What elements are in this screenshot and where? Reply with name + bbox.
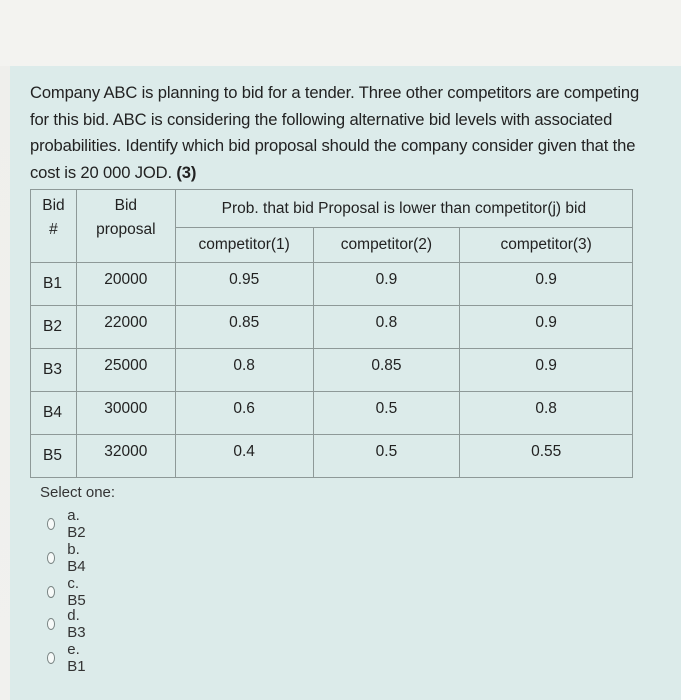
table-row [31, 435, 633, 478]
row-prob-competitor-3: 0.9 [460, 349, 633, 392]
header-competitor-3: competitor(3) [460, 228, 633, 263]
table-row [31, 306, 633, 349]
row-prob-competitor-1: 0.85 [175, 306, 313, 349]
answer-option-label[interactable]: b. B4 [67, 541, 86, 575]
answer-option-label[interactable]: e. B1 [67, 641, 86, 675]
row-prob-competitor-1: 0.8 [175, 349, 313, 392]
radio-button[interactable] [47, 552, 55, 564]
question-text: Company ABC is planning to bid for a tender. Three other competitors are competing for this bid. ABC is considering the following alternative bid levels with associated probabilities. Identify which bid proposal should the company consider given that the cost is 20 000 JOD. [30, 83, 640, 182]
header-probability-title: Prob. that bid Proposal is lower than competitor(j) bid [175, 190, 632, 228]
row-bid-id: B4 [31, 392, 77, 435]
table-row [31, 392, 633, 435]
row-prob-competitor-1: 0.6 [175, 392, 313, 435]
row-bid-id: B1 [31, 263, 77, 306]
row-prob-competitor-1: 0.95 [175, 263, 313, 306]
header-bid-number-line2: # [49, 221, 58, 238]
row-bid-proposal: 20000 [76, 263, 175, 306]
radio-button[interactable] [47, 518, 55, 530]
header-bid-proposal-line2: proposal [96, 221, 156, 238]
answer-option-a[interactable] [47, 507, 89, 541]
answer-option-label[interactable]: d. B3 [67, 607, 86, 641]
radio-button[interactable] [47, 652, 55, 664]
row-prob-competitor-2: 0.5 [313, 435, 460, 478]
row-bid-proposal: 32000 [76, 435, 175, 478]
header-competitor-1: competitor(1) [175, 228, 313, 263]
header-competitor-2: competitor(2) [313, 228, 460, 263]
question-text-block [30, 80, 660, 186]
row-prob-competitor-3: 0.9 [460, 263, 633, 306]
table-row [31, 349, 633, 392]
radio-button[interactable] [47, 618, 55, 630]
row-prob-competitor-3: 0.8 [460, 392, 633, 435]
header-bid-number-line1: Bid [42, 197, 65, 214]
row-prob-competitor-1: 0.4 [175, 435, 313, 478]
row-bid-proposal: 30000 [76, 392, 175, 435]
answer-option-e[interactable] [47, 641, 89, 675]
row-bid-proposal: 25000 [76, 349, 175, 392]
answer-option-d[interactable] [47, 607, 89, 641]
select-one-label: Select one: [40, 484, 116, 501]
question-marks: (3) [176, 162, 197, 182]
row-prob-competitor-2: 0.8 [313, 306, 460, 349]
answer-option-label[interactable]: c. B5 [67, 575, 86, 609]
row-prob-competitor-3: 0.9 [460, 306, 633, 349]
header-bid-number [31, 190, 77, 263]
row-bid-proposal: 22000 [76, 306, 175, 349]
row-prob-competitor-2: 0.85 [313, 349, 460, 392]
background-strip [0, 0, 681, 66]
row-prob-competitor-3: 0.55 [460, 435, 633, 478]
table-row [31, 263, 633, 306]
radio-button[interactable] [47, 586, 55, 598]
row-bid-id: B5 [31, 435, 77, 478]
header-bid-proposal [76, 190, 175, 263]
answer-option-c[interactable] [47, 575, 89, 609]
header-bid-proposal-line1: Bid [114, 197, 138, 214]
row-prob-competitor-2: 0.5 [313, 392, 460, 435]
bid-table [30, 189, 633, 478]
row-bid-id: B3 [31, 349, 77, 392]
row-prob-competitor-2: 0.9 [313, 263, 460, 306]
answer-option-b[interactable] [47, 541, 89, 575]
table-header-row [31, 190, 633, 228]
answer-option-label[interactable]: a. B2 [67, 507, 86, 541]
row-bid-id: B2 [31, 306, 77, 349]
